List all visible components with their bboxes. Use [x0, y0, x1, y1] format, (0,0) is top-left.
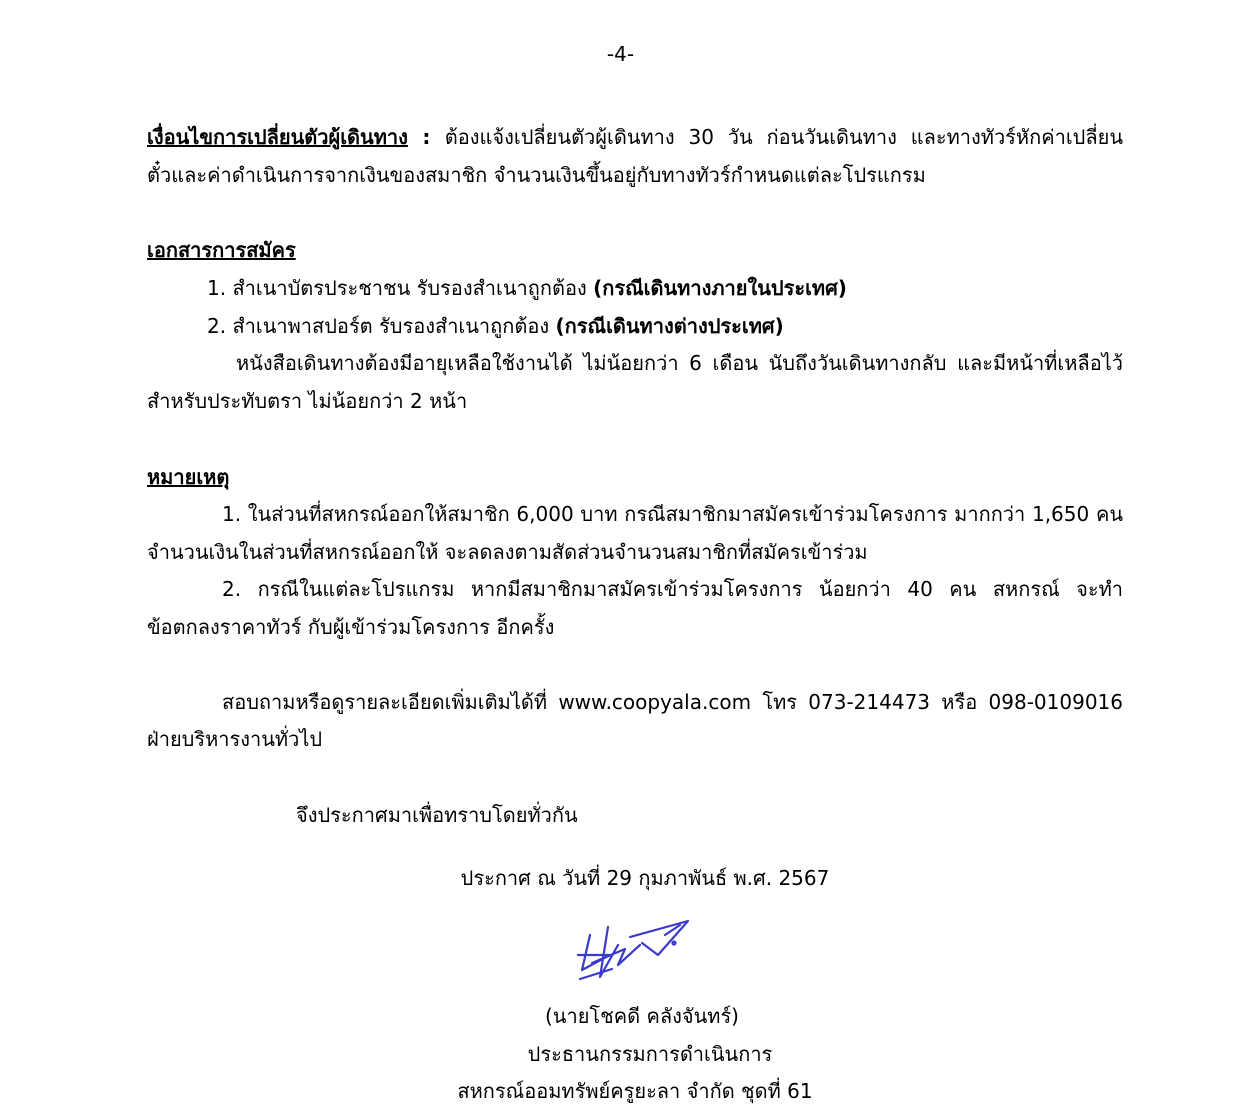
documents-heading: เอกสารการสมัคร — [147, 238, 296, 262]
remark-2-line-2: ข้อตกลงราคาทัวร์ กับผู้เข้าร่วมโครงการ อีกครั้ง — [147, 615, 555, 639]
passport-line-2: สำหรับประทับตรา ไม่น้อยกว่า 2 หน้า — [147, 389, 468, 413]
document-item-1-text: 1. สำเนาบัตรประชาชน รับรองสำเนาถูกต้อง — [207, 276, 594, 300]
name-change-line-1 — [147, 121, 1123, 153]
name-change-text: ต้องแจ้งเปลี่ยนตัวผู้เดินทาง 30 วัน ก่อนวันเดินทาง และทางทัวร์หักค่าเปลี่ยน — [444, 125, 1123, 149]
document-item-1 — [207, 272, 847, 304]
remark-1-line-2: จำนวนเงินในส่วนที่สหกรณ์ออกให้ จะลดลงตามสัดส่วนจำนวนสมาชิกที่สมัครเข้าร่วม — [147, 540, 868, 564]
signatory-name: (นายโชคดี คลังจันทร์) — [545, 1004, 739, 1028]
page-number: -4- — [606, 42, 635, 66]
document-item-1-note: (กรณีเดินทางภายในประเทศ) — [593, 276, 847, 300]
passport-line-1: หนังสือเดินทางต้องมีอายุเหลือใช้งานได้ ไม่น้อยกว่า 6 เดือน นับถึงวันเดินทางกลับ และมีหน้าที่เหลือไว้ — [236, 351, 1123, 375]
closing-text: จึงประกาศมาเพื่อทราบโดยทั่วกัน — [296, 803, 578, 827]
contact-line-1: สอบถามหรือดูรายละเอียดเพิ่มเติมได้ที่ www.coopyala.com โทร 073-214473 หรือ 098-0109016 — [222, 690, 1123, 714]
signatory-position: ประธานกรรมการดำเนินการ — [527, 1042, 773, 1066]
document-item-2-note: (กรณีเดินทางต่างประเทศ) — [555, 314, 784, 338]
name-change-heading: เงื่อนไขการเปลี่ยนตัวผู้เดินทาง — [147, 125, 408, 149]
document-item-2-text: 2. สำเนาพาสปอร์ต รับรองสำเนาถูกต้อง — [207, 314, 556, 338]
signature-image — [570, 915, 700, 990]
remark-1-line-1: 1. ในส่วนที่สหกรณ์ออกให้สมาชิก 6,000 บาท กรณีสมาชิกมาสมัครเข้าร่วมโครงการ มากกว่า 1,650 คน — [222, 502, 1123, 526]
name-change-line-2: ตั๋วและค่าดำเนินการจากเงินของสมาชิก จำนวนเงินขึ้นอยู่กับทางทัวร์กำหนดแต่ละโปรแกรม — [147, 163, 926, 187]
remarks-heading: หมายเหตุ — [147, 465, 230, 489]
announcement-date: ประกาศ ณ วันที่ 29 กุมภาพันธ์ พ.ศ. 2567 — [460, 866, 830, 890]
remark-2-line-1: 2. กรณีในแต่ละโปรแกรม หากมีสมาชิกมาสมัครเข้าร่วมโครงการ น้อยกว่า 40 คน สหกรณ์ จะทำ — [222, 577, 1123, 601]
contact-line-2: ฝ่ายบริหารงานทั่วไป — [147, 727, 323, 751]
name-change-colon: : — [407, 125, 445, 149]
document-item-2 — [207, 310, 784, 342]
signatory-organization: สหกรณ์ออมทรัพย์ครูยะลา จำกัด ชุดที่ 61 — [457, 1079, 813, 1103]
